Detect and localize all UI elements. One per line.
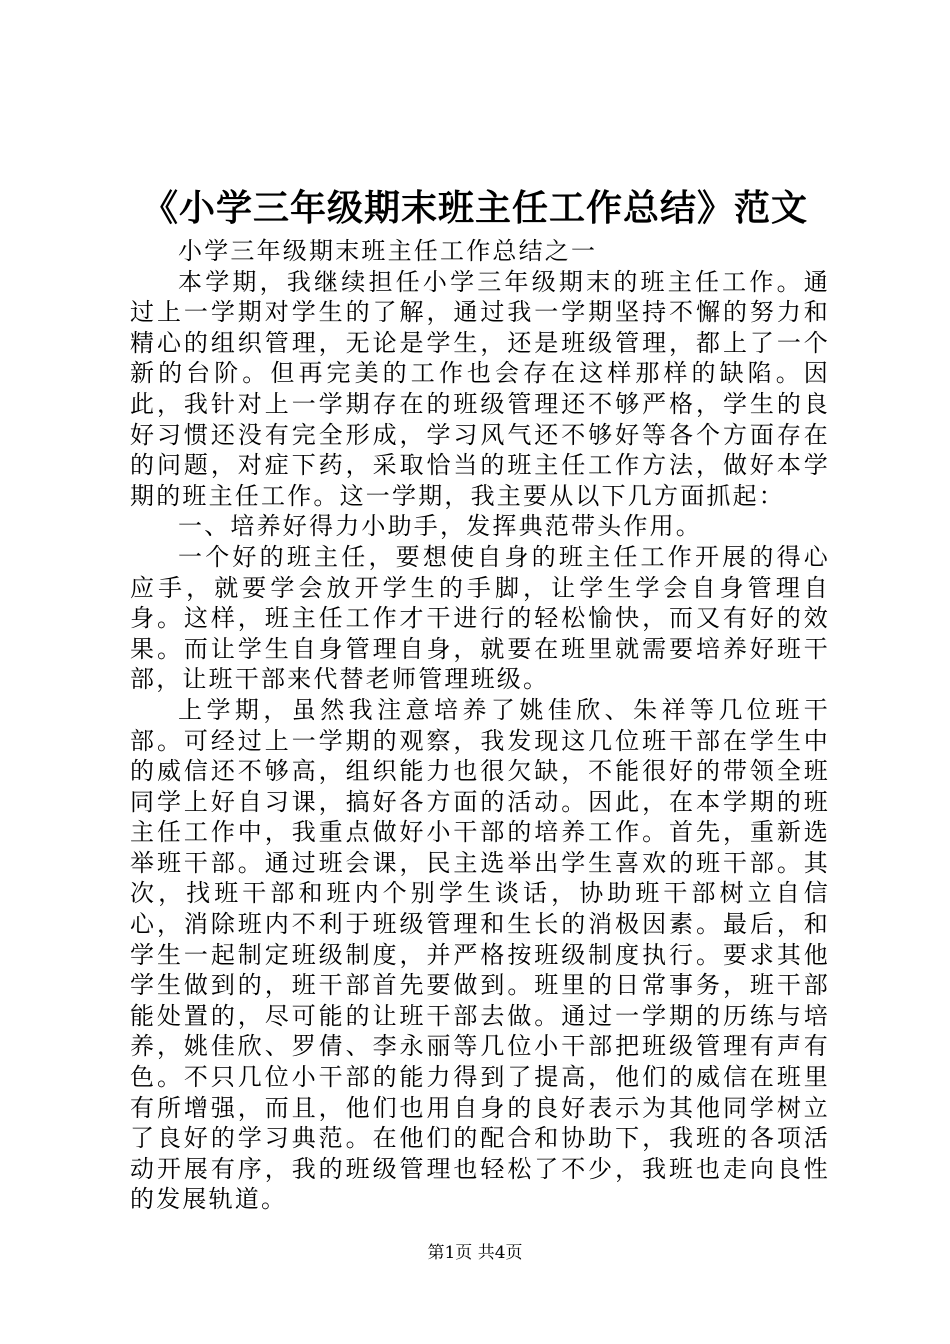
body-paragraph: 一个好的班主任，要想使自身的班主任工作开展的得心应手，就要学会放开学生的手脚，让学生学会自身管理自身。这样，班主任工作才干进行的轻松愉快，而又有好的效果。而让学生自身管理自身，就要在班里就需要培养好班干部，让班干部来代替老师管理班级。 (130, 542, 830, 694)
body-paragraph: 本学期，我继续担任小学三年级期末的班主任工作。通过上一学期对学生的了解，通过我一学期坚持不懈的努力和精心的组织管理，无论是学生，还是班级管理，都上了一个新的台阶。但再完美的工作也会存在这样那样的缺陷。因此，我针对上一学期存在的班级管理还不够严格，学生的良好习惯还没有完全形成，学习风气还不够好等各个方面存在的问题，对症下药，采取恰当的班主任工作方法，做好本学期的班主任工作。这一学期，我主要从以下几方面抓起： (130, 267, 830, 510)
body-paragraph: 上学期，虽然我注意培养了姚佳欣、朱祥等几位班干部。可经过上一学期的观察，我发现这几位班干部在学生中的威信还不够高，组织能力也很欠缺，不能很好的带领全班同学上好自习课，搞好各方面的活动。因此，在本学期的班主任工作中，我重点做好小干部的培养工作。首先，重新选举班干部。通过班会课，民主选举出学生喜欢的班干部。其次，找班干部和班内个别学生谈话，协助班干部树立自信心，消除班内不利于班级管理和生长的消极因素。最后，和学生一起制定班级制度，并严格按班级制度执行。要求其他学生做到的，班干部首先要做到。班里的日常事务，班干部能处置的，尽可能的让班干部去做。通过一学期的历练与培养，姚佳欣、罗倩、李永丽等几位小干部把班级管理有声有色。不只几位小干部的能力得到了提高，他们的威信在班里有所增强，而且，他们也用自身的良好表示为其他同学树立了良好的学习典范。在他们的配合和协助下，我班的各项活动开展有序，我的班级管理也轻松了不少，我班也走向良性的发展轨道。 (130, 695, 830, 1214)
document-body (130, 236, 830, 1215)
document-title: 《小学三年级期末班主任工作总结》范文 (141, 187, 808, 229)
page-number-footer: 第1页 共4页 (427, 1243, 523, 1263)
section-heading: 一、培养好得力小助手，发挥典范带头作用。 (178, 512, 702, 541)
section-subtitle: 小学三年级期末班主任工作总结之一 (178, 237, 598, 265)
